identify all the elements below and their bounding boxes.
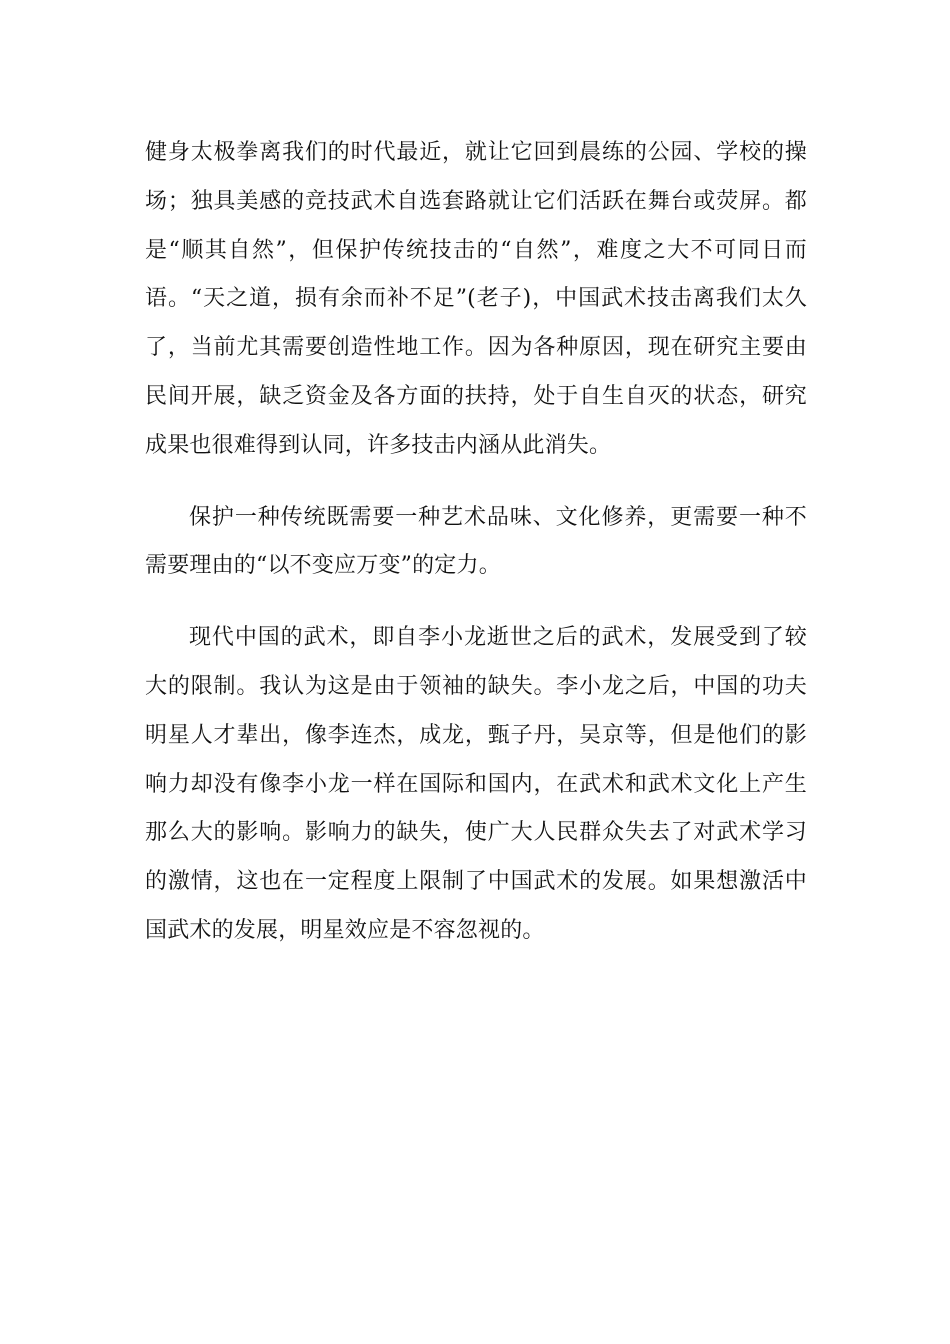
paragraph-continued: 健身太极拳离我们的时代最近，就让它回到晨练的公园、学校的操场；独具美感的竞技武术自选套路就让它们活跃在舞台或荧屏。都是“顺其自然”，但保护传统技击的“自然”，难度之大不可同日而语。“天之道，损有余而补不足”(老子)，中国武术技击离我们太久了，当前尤其需要创造性地工作。因为各种原因，现在研究主要由民间开展，缺乏资金及各方面的扶持，处于自生自灭的状态，研究成果也很难得到认同，许多技击内涵从此消失。	[145, 140, 807, 458]
document-body	[145, 129, 807, 956]
paragraph-modern-wushu: 现代中国的武术，即自李小龙逝世之后的武术，发展受到了较大的限制。我认为这是由于领袖的缺失。李小龙之后，中国的功夫明星人才辈出，像李连杰，成龙，甄子丹，吴京等，但是他们的影响力却没有像李小龙一样在国际和国内，在武术和武术文化上产生那么大的影响。影响力的缺失，使广大人民群众失去了对武术学习的激情，这也在一定程度上限制了中国武术的发展。如果想激活中国武术的发展，明星效应是不容忽视的。	[145, 625, 807, 943]
paragraph-tradition: 保护一种传统既需要一种艺术品味、文化修养，更需要一种不需要理由的“以不变应万变”的定力。	[145, 504, 807, 579]
